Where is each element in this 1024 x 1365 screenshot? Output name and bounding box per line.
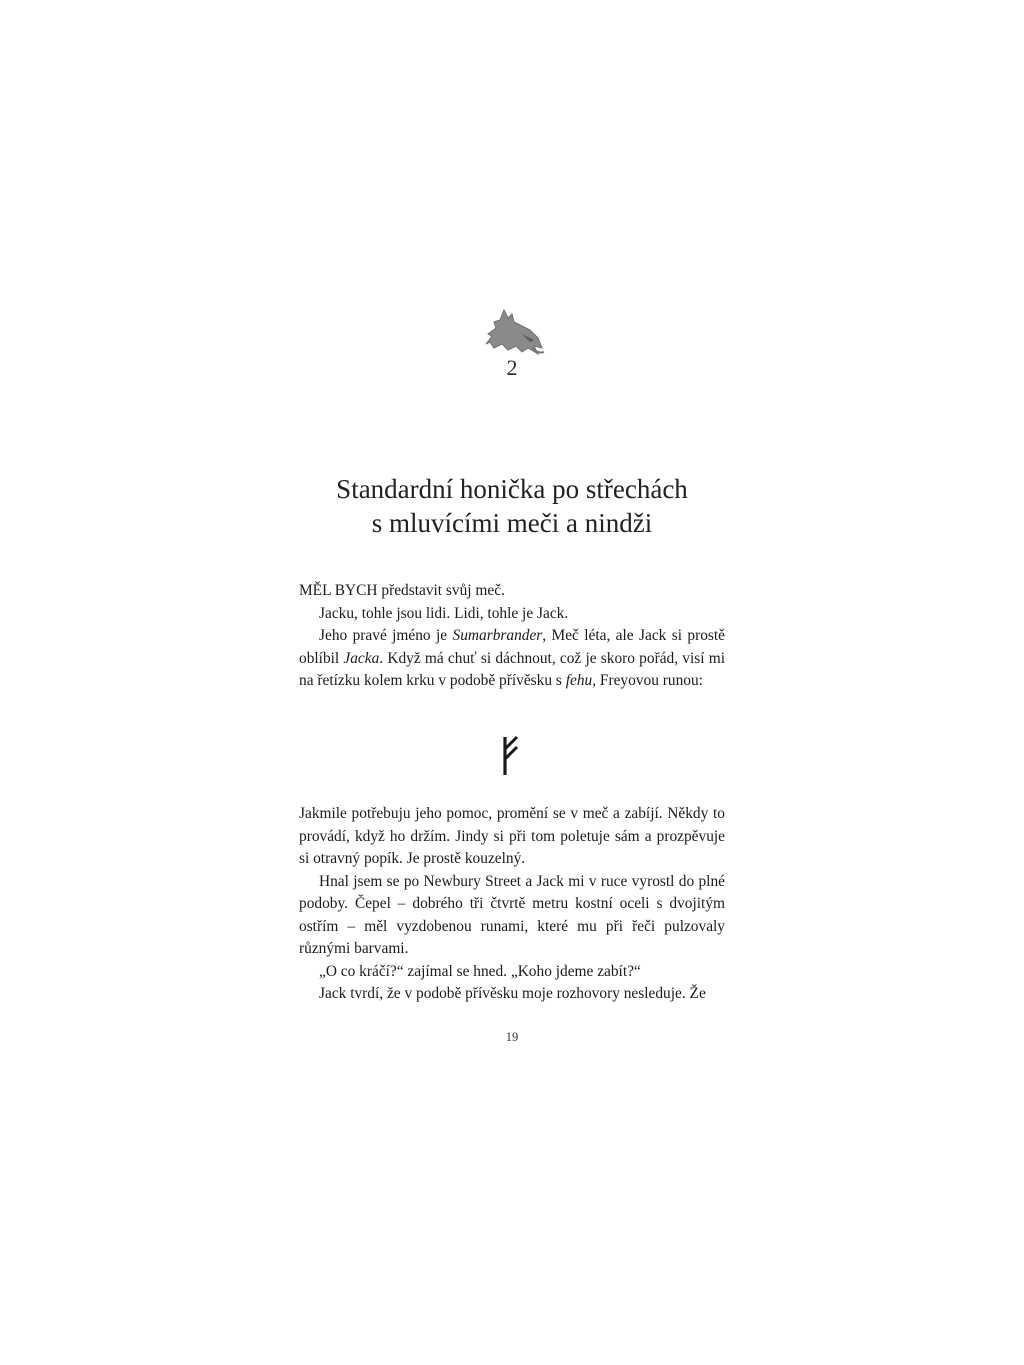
paragraph: MĚL BYCH představit svůj meč. (299, 582, 505, 599)
paragraph: Jack tvrdí, že v podobě přívěsku moje rozhovory nesleduje. Že (319, 985, 706, 1002)
page-number: 19 (505, 1030, 519, 1044)
body-text-after-rune (299, 803, 725, 1006)
paragraph: Jeho pravé jméno je Sumarbrander, Meč léta, ale Jack si prostě oblíbil Jacka. Když má chuť si dáchnout, což je skoro pořád, visí mi na řetízku kolem krku v podobě přívěsku s fehu, Freyovou runou: (299, 627, 725, 689)
wolf-head-icon (482, 308, 546, 360)
chapter-number: 2 (506, 355, 518, 380)
paragraph: Hnal jsem se po Newbury Street a Jack mi v ruce vyrostl do plné podoby. Čepel – dobrého tři čtvrtě metru kostní oceli s dvojitým ostřím – měl vyzdobenou runami, které mu při řeči pulzovaly různými barvami. (299, 872, 725, 957)
body-text-before-rune (299, 580, 725, 693)
chapter-title (0, 472, 1024, 540)
paragraph: „O co kráčí?“ zajímal se hned. „Koho jdeme zabít?“ (319, 962, 641, 980)
chapter-title-line-1: Standardní honička po střechách (336, 474, 688, 504)
fehu-rune-icon (499, 735, 523, 777)
chapter-title-line-2: s mluvícími meči a nindži (371, 508, 653, 538)
paragraph: Jacku, tohle jsou lidi. Lidi, tohle je Jack. (319, 604, 569, 622)
paragraph: Jakmile potřebuju jeho pomoc, promění se v meč a zabíjí. Někdy to provádí, když ho držím. Jindy si při tom poletuje sám a prozpěvuje si otravný popík. Je prostě kouzelný. (299, 805, 725, 867)
